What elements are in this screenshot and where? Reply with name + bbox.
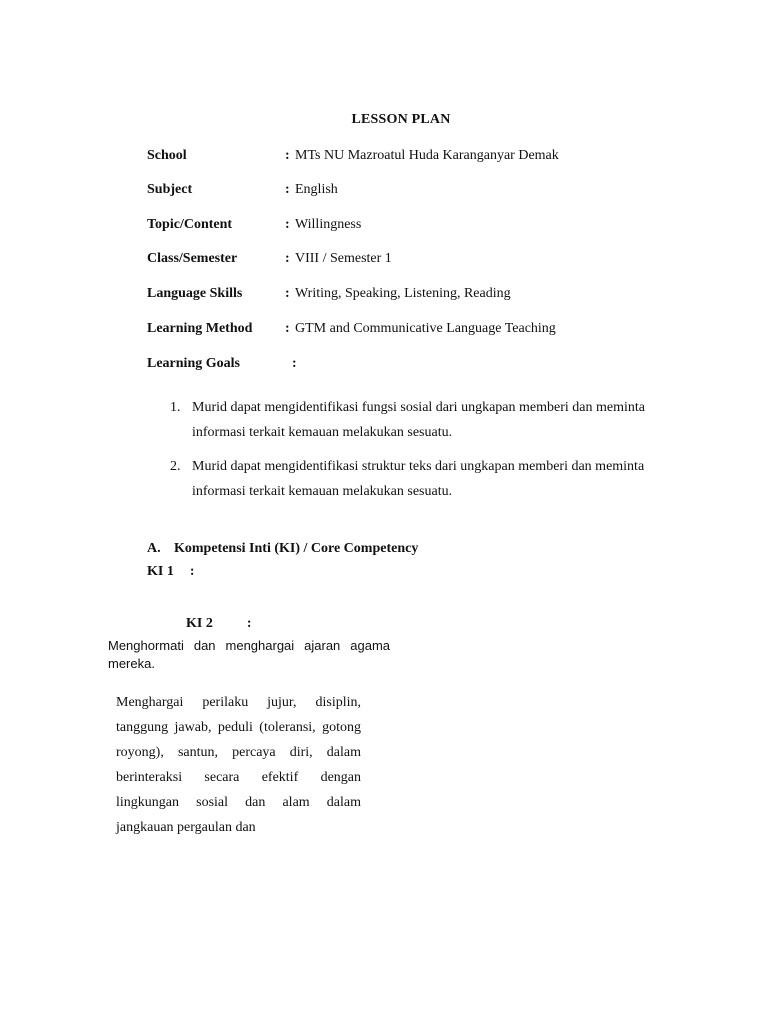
field-value: GTM and Communicative Language Teaching bbox=[295, 321, 556, 336]
field-colon: : bbox=[285, 148, 290, 163]
field-colon: : bbox=[285, 286, 290, 301]
document-title: LESSON PLAN bbox=[351, 112, 451, 127]
field-label: Subject bbox=[147, 182, 193, 197]
field-value: MTs NU Mazroatul Huda Karanganyar Demak bbox=[295, 148, 559, 163]
field-value: VIII / Semester 1 bbox=[295, 251, 392, 266]
section-letter: A. bbox=[147, 541, 161, 556]
list-item-text: Murid dapat mengidentifikasi fungsi sosial dari ungkapan memberi dan meminta informasi terkait kemauan melakukan sesuatu. bbox=[192, 400, 645, 440]
ki2-colon: : bbox=[246, 616, 252, 631]
ki2-label: KI 2 bbox=[186, 616, 213, 631]
field-label: Learning Goals bbox=[147, 356, 240, 371]
list-item-number: 1. bbox=[170, 400, 181, 415]
ki1-heading bbox=[147, 564, 195, 580]
field-colon: : bbox=[285, 321, 290, 336]
field-label: School bbox=[147, 148, 187, 163]
ki1-label: KI 1 bbox=[147, 564, 174, 579]
field-value: Willingness bbox=[295, 217, 362, 232]
field-label: Language Skills bbox=[147, 286, 243, 301]
ki1-text: Menghormati dan menghargai ajaran agama mereka. bbox=[108, 638, 390, 671]
section-title: Kompetensi Inti (KI) / Core Competency bbox=[174, 541, 419, 556]
field-value: English bbox=[295, 182, 338, 197]
list-item bbox=[168, 454, 648, 504]
section-heading-a bbox=[147, 541, 418, 557]
ki2-heading bbox=[186, 616, 252, 632]
ki2-text: Menghargai perilaku jujur, disiplin, tanggung jawab, peduli (toleransi, gotong royong), santun, percaya diri, dalam berinteraksi secara efektif dengan lingkungan sosial dan alam dalam jangkauan pergaulan dan bbox=[116, 695, 361, 835]
field-label: Learning Method bbox=[147, 321, 253, 336]
field-label: Class/Semester bbox=[147, 251, 238, 266]
ki1-colon: : bbox=[189, 564, 195, 579]
field-colon: : bbox=[292, 356, 297, 371]
field-value: Writing, Speaking, Listening, Reading bbox=[295, 286, 511, 301]
field-colon: : bbox=[285, 182, 290, 197]
field-label: Topic/Content bbox=[147, 217, 233, 232]
list-item bbox=[168, 395, 648, 445]
field-colon: : bbox=[285, 251, 290, 266]
learning-goals-list bbox=[168, 395, 648, 513]
field-colon: : bbox=[285, 217, 290, 232]
list-item-number: 2. bbox=[170, 459, 181, 474]
list-item-text: Murid dapat mengidentifikasi struktur teks dari ungkapan memberi dan meminta informasi terkait kemauan melakukan sesuatu. bbox=[192, 459, 645, 499]
